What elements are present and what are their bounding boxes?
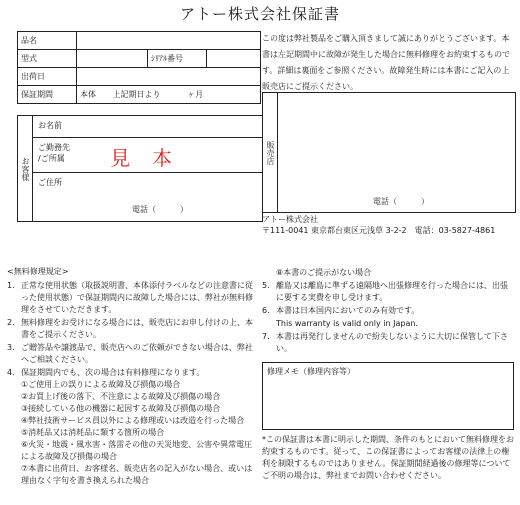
customer-name-label: お名前 — [38, 121, 62, 130]
serial-field[interactable] — [207, 50, 261, 68]
sample-stamp: 見本 — [110, 146, 194, 170]
term-item: 1. 正常な使用状態（取扱説明書、本体添付ラベルなどの注意書に従った使用状態）で保証期間内に故障した場合には、弊社が無料修理をさせていただきます。 — [7, 281, 253, 314]
customer-side-label: お客様 — [18, 116, 33, 221]
right-terms — [262, 266, 514, 355]
shop-side-label: 販売店 — [263, 93, 278, 212]
product-name-field[interactable] — [77, 32, 261, 50]
repair-memo-label: 修理メモ（修理内容等） — [267, 367, 355, 376]
document-title: アトー株式会社保証書 — [179, 5, 340, 23]
customer-address-label: ご住所 — [38, 178, 62, 187]
term-subitem: ⑥火災・地震・風水害・落雷その他の天災地変、公害や異常電圧による故障及び損傷の場合 — [21, 440, 253, 461]
term-item: 4. 保証期間内でも、次の場合は有料修理になります。 — [7, 368, 205, 377]
term-item: 6. 本書は日本国内においてのみ有効です。 — [262, 306, 420, 315]
term-item: This warranty is valid only in Japan. — [276, 319, 418, 328]
free-repair-terms — [7, 266, 259, 487]
customer-address-row[interactable] — [32, 173, 262, 220]
term-item: 7. 本書は再発行しませんので紛失しないように大切に保管して下さい。 — [262, 332, 508, 353]
shop-tel-label: 電話（ ） — [373, 197, 429, 206]
model-field[interactable] — [77, 50, 148, 68]
term-item: 3. ご贈答品や譲渡品で、販売店へのご依頼ができない場合は、弊社へご相談ください。 — [7, 343, 253, 364]
intro-text: この度は弊社製品をご購入頂きまして誠にありがとうございます。本書は左記期間中に故障が発生した場合に無料修理をお約束するものです。詳細は裏面をご参照ください。故障発生時には本書にご記入の上販売店にご提示ください。 — [262, 34, 510, 91]
product-table — [17, 31, 261, 104]
term-subitem: ③接続している他の機器に起因する故障及び損傷の場合 — [21, 404, 221, 413]
month-label: ヶ月 — [187, 90, 204, 99]
customer-box — [17, 115, 263, 222]
repair-memo-box[interactable] — [262, 362, 514, 430]
company-address: 〒111-0041 東京都台東区元浅草 3-2-2 電話：03-5827-4861 — [262, 226, 496, 235]
warranty-period-label: 保証期間 — [18, 86, 77, 104]
model-label: 型式 — [18, 50, 77, 68]
warranty-period-field — [77, 86, 261, 104]
company-name: アトー株式会社 — [262, 215, 318, 224]
term-item: ⑧本書のご提示がない場合 — [276, 268, 372, 277]
serial-label: ｼﾘｱﾙ番号 — [148, 50, 207, 68]
from-date-label: 上記期日より — [112, 90, 161, 99]
free-repair-heading: <無料修理規定> — [7, 267, 69, 276]
customer-tel-label: 電話（ ） — [132, 205, 188, 214]
product-name-label: 品名 — [18, 32, 77, 50]
term-subitem: ②お買上げ後の落下、不注意による故障及び損傷の場合 — [21, 392, 221, 401]
term-subitem: ④弊社技術サービス員以外による修理或いは改造を行った場合 — [21, 416, 245, 425]
warranty-note: *この保証書は本書に明示した期間、条件のもとにおいて無料修理をお約束するものです。従って、この保証書によってお客様の法律上の権利を制限するものではありません。保証期間経過後の修理等についてご不明の場合は、弊社までお問い合わせください。 — [262, 435, 514, 480]
ship-date-label: 出荷日 — [18, 68, 77, 86]
term-item: 2. 無料修理をお受けになる場合には、販売店にお申し付けの上、本書をご提示ください。 — [7, 318, 253, 339]
customer-org-row[interactable] — [32, 138, 262, 173]
company-block — [262, 214, 495, 236]
term-subitem: ⑤消耗品又は消耗品に類する箇所の場合 — [21, 428, 165, 437]
shop-box — [262, 92, 516, 213]
customer-org-label: ご勤務先 /ご所属 — [38, 143, 70, 163]
customer-name-row[interactable] — [32, 116, 262, 138]
term-item: 5. 離島又は離島に準ずる遠隔地へ出張修理を行った場合には、出張に要する実費を申し受けます。 — [262, 281, 508, 302]
term-subitem: ⑦本書に出荷日、お客様名、販売店名の記入がない場合、或いは理由なく字句を書き換えられた場合 — [21, 464, 253, 485]
term-subitem: ①ご使用上の誤りによる故障及び損傷の場合 — [21, 380, 181, 389]
body-label: 本体 — [80, 90, 96, 99]
ship-date-field[interactable] — [77, 68, 261, 86]
